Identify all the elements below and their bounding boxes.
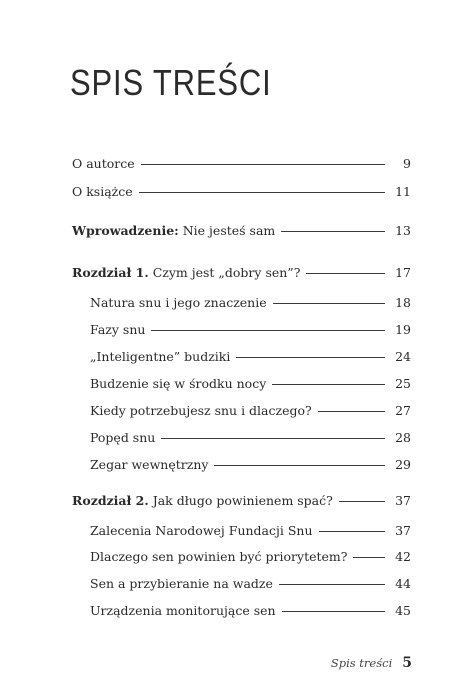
toc-entry-fazy-snu[interactable]	[0, 322, 476, 342]
toc-entry-zalecenia[interactable]	[0, 523, 476, 543]
page-title: SPIS TREŚCI	[70, 62, 272, 103]
toc-entry-urzadzenia[interactable]	[0, 603, 476, 623]
toc-leader-line	[339, 501, 385, 502]
toc-entry-title: Rozdział 2. Jak długo powinienem spać?	[72, 493, 333, 508]
page-number: 5	[402, 655, 412, 671]
toc-entry-natura-snu[interactable]	[0, 295, 476, 315]
toc-leader-line	[353, 557, 385, 558]
toc-entry-title: Rozdział 1. Czym jest „dobry sen”?	[72, 265, 301, 280]
toc-entry-bold-label: Rozdział 2.	[72, 493, 149, 508]
toc-entry-wprowadzenie[interactable]	[0, 223, 476, 243]
toc-leader-line	[272, 384, 385, 385]
toc-leader-line	[273, 303, 385, 304]
toc-entry-o-ksiazce[interactable]	[0, 184, 476, 204]
toc-page-number: 17	[395, 265, 411, 280]
toc-page-number: 11	[395, 184, 411, 199]
toc-page-number: 44	[395, 576, 411, 591]
toc-page-number: 28	[395, 430, 411, 445]
toc-leader-line	[282, 611, 385, 612]
toc-entry-zegar-wewnetrzny[interactable]	[0, 457, 476, 477]
toc-entry-bold-label: Wprowadzenie:	[72, 223, 179, 238]
toc-entry-title: Natura snu i jego znaczenie	[90, 295, 267, 310]
toc-leader-line	[306, 273, 385, 274]
toc-entry-sen-a-przybieranie[interactable]	[0, 576, 476, 596]
toc-entry-title: Popęd snu	[90, 430, 156, 445]
toc-entry-rozdzial-1[interactable]	[0, 265, 476, 285]
toc-entry-title: O książce	[72, 184, 133, 199]
toc-entry-o-autorce[interactable]	[0, 156, 476, 176]
toc-entry-title: Zegar wewnętrzny	[90, 457, 209, 472]
toc-page-number: 9	[403, 156, 411, 171]
toc-entry-budzenie-sie[interactable]	[0, 376, 476, 396]
toc-entry-bold-label: Rozdział 1.	[72, 265, 149, 280]
toc-entry-title: Wprowadzenie: Nie jesteś sam	[72, 223, 276, 238]
page-footer	[331, 655, 412, 671]
toc-leader-line	[161, 438, 385, 439]
toc-leader-line	[236, 357, 385, 358]
toc-entry-title: Fazy snu	[90, 322, 146, 337]
running-footer-title: Spis treści	[330, 656, 393, 670]
toc-entry-title: Urządzenia monitorujące sen	[90, 603, 276, 618]
toc-page-number: 37	[395, 493, 411, 508]
toc-page-number: 45	[395, 603, 411, 618]
toc-leader-line	[319, 531, 385, 532]
toc-entry-title: Dlaczego sen powinien być priorytetem?	[90, 549, 348, 564]
toc-leader-line	[141, 164, 385, 165]
toc-leader-line	[139, 192, 385, 193]
toc-page-number: 37	[395, 523, 411, 538]
toc-page-number: 25	[395, 376, 411, 391]
toc-entry-title: O autorce	[72, 156, 135, 171]
toc-leader-line	[279, 584, 385, 585]
toc-entry-inteligentne-budziki[interactable]	[0, 349, 476, 369]
toc-entry-title: Kiedy potrzebujesz snu i dlaczego?	[90, 403, 312, 418]
toc-entry-rozdzial-2[interactable]	[0, 493, 476, 513]
toc-page-number: 18	[395, 295, 411, 310]
toc-page-number: 27	[395, 403, 411, 418]
toc-entry-title: „Inteligentne” budziki	[90, 349, 231, 364]
toc-leader-line	[151, 330, 385, 331]
toc-page-number: 42	[395, 549, 411, 564]
toc-page-number: 13	[395, 223, 411, 238]
toc-entry-dlaczego-sen[interactable]	[0, 549, 476, 569]
toc-entry-title: Budzenie się w środku nocy	[90, 376, 267, 391]
toc-leader-line	[281, 231, 385, 232]
toc-page-number: 29	[395, 457, 411, 472]
toc-entry-kiedy-potrzebujesz-snu[interactable]	[0, 403, 476, 423]
toc-entry-title: Sen a przybieranie na wadze	[90, 576, 273, 591]
toc-leader-line	[214, 465, 385, 466]
toc-entry-poped-snu[interactable]	[0, 430, 476, 450]
toc-page-number: 24	[395, 349, 411, 364]
toc-page-number: 19	[395, 322, 411, 337]
toc-leader-line	[318, 411, 385, 412]
toc-entry-title: Zalecenia Narodowej Fundacji Snu	[90, 523, 313, 538]
